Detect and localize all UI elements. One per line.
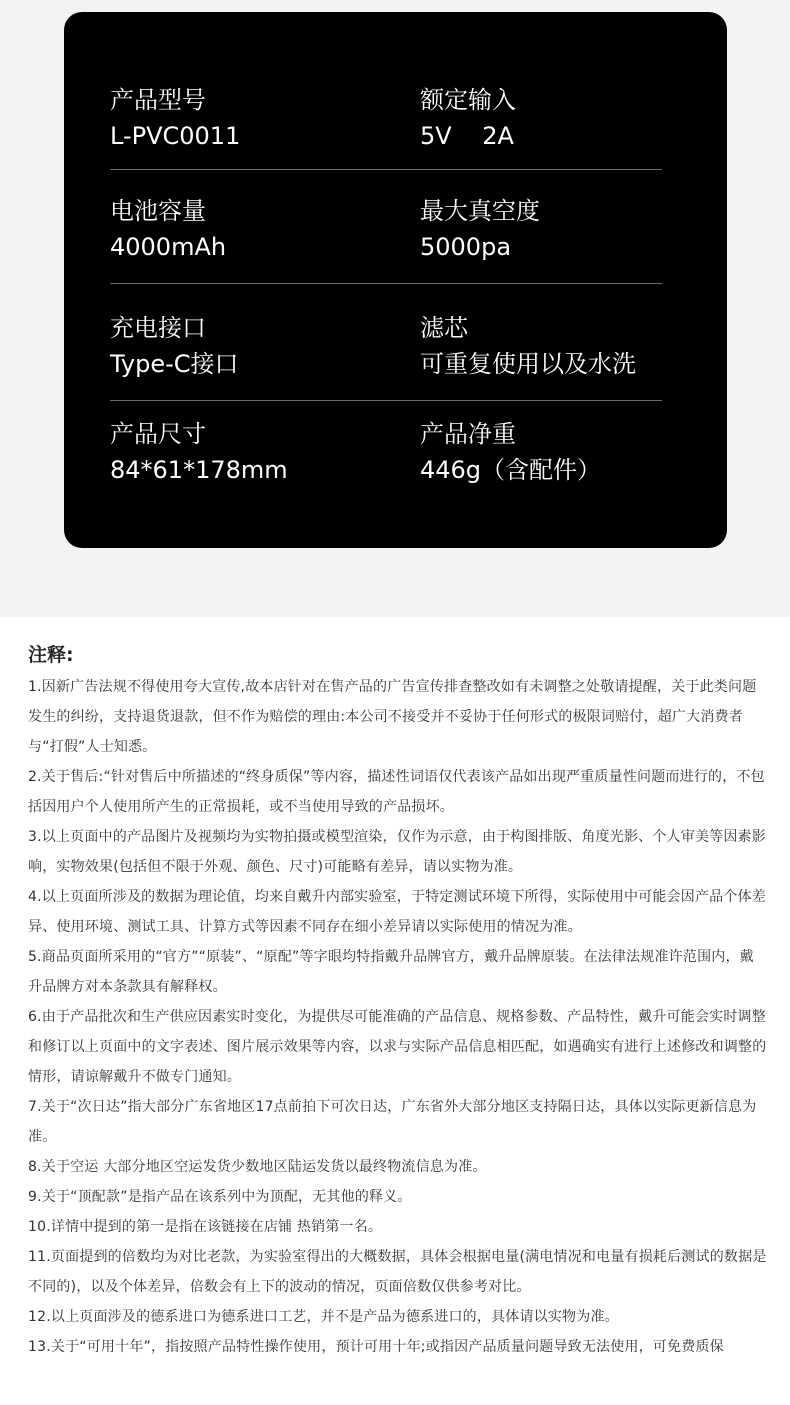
spec-weight [420,416,601,488]
note-item: 9.关于“顶配款”是指产品在该系列中为顶配，无其他的释义。 [28,1189,412,1205]
note-item: 12.以上页面涉及的德系进口为德系进口工艺，并不是产品为德系进口的，具体请以实物为准。 [28,1309,619,1325]
note-item: 7.关于“次日达”指大部分广东省地区17点前拍下可次日达，广东省外大部分地区支持隔日达，具体以实际更新信息为准。 [28,1099,757,1145]
note-item: 10.详情中提到的第一是指在该链接在店铺 热销第一名。 [28,1219,383,1235]
note-item: 6.由于产品批次和生产供应因素实时变化，为提供尽可能准确的产品信息、规格参数、产品特性，戴升可能会实时调整和修订以上页面中的文字表述、图片展示效果等内容，以求与实际产品信息相匹配，如遇确实有进行上述修改和调整的情形，请谅解戴升不做专门通知。 [28,1009,767,1085]
spec-battery [110,193,226,265]
spec-value: 4000mAh [110,233,227,261]
spec-value: 5000pa [420,233,512,261]
spec-value: Type-C接口 [110,350,239,378]
spec-value: 可重复使用以及水洗 [420,350,636,378]
spec-filter [420,310,636,382]
spec-label: 充电接口 [110,314,206,342]
note-item: 4.以上页面所涉及的数据为理论值，均来自戴升内部实验室，于特定测试环境下所得，实际使用中可能会因产品个体差异、使用环境、测试工具、计算方式等因素不同存在细小差异请以实际使用的情况为准。 [28,889,766,935]
spec-value: 84*61*178mm [110,456,288,484]
spec-label: 电池容量 [110,197,206,225]
spec-value: 5V 2A [420,122,514,150]
spec-label: 最大真空度 [420,197,540,225]
note-item: 2.关于售后:“针对售后中所描述的“终身质保”等内容，描述性词语仅代表该产品如出现严重质量性问题而进行的，不包括因用户个人使用所产生的正常损耗，或不当使用导致的产品损坏。 [28,769,765,815]
spec-card [64,12,727,548]
note-item: 11.页面提到的倍数均为对比老款，为实验室得出的大概数据，具体会根据电量(满电情况和电量有损耗后测试的数据是不同的)，以及个体差异，倍数会有上下的波动的情况，页面倍数仅供参考对比。 [28,1249,767,1295]
spec-label: 额定输入 [420,86,516,114]
spec-label: 产品型号 [110,86,206,114]
divider [110,169,662,170]
spec-section [0,0,790,617]
notes-section [28,640,768,1362]
divider [110,400,662,401]
note-item: 13.关于“可用十年”，指按照产品特性操作使用，预计可用十年;或指因产品质量问题导致无法使用，可免费质保 [28,1339,724,1355]
note-item: 1.因新广告法规不得使用夸大宣传,故本店针对在售产品的广告宣传排查整改如有未调整之处敬请提醒，关于此类问题发生的纠纷，支持退货退款，但不作为赔偿的理由:本公司不接受并不妥协于任何形式的极限词赔付，超广大消费者与“打假”人士知悉。 [28,679,757,755]
spec-value: L-PVC0011 [110,122,241,150]
spec-rated-input [420,82,516,154]
note-item: 8.关于空运 大部分地区空运发货少数地区陆运发货以最终物流信息为准。 [28,1159,487,1175]
divider [110,283,662,284]
notes-title: 注释: [28,644,74,666]
spec-label: 产品净重 [420,420,516,448]
spec-value: 446g（含配件） [420,456,602,484]
spec-vacuum [420,193,540,265]
spec-label: 产品尺寸 [110,420,206,448]
spec-charging-port [110,310,239,382]
note-item: 3.以上页面中的产品图片及视频均为实物拍摄或模型渲染，仅作为示意，由于构图排版、角度光影、个人审美等因素影响，实物效果(包括但不限于外观、颜色、尺寸)可能略有差异，请以实物为准。 [28,829,766,875]
note-item: 5.商品页面所采用的“官方”“原装”、“原配”等字眼均特指戴升品牌官方，戴升品牌原装。在法律法规准许范围内，戴升品牌方对本条款具有解释权。 [28,949,754,995]
spec-model [110,82,240,154]
spec-size [110,416,288,488]
spec-label: 滤芯 [420,314,468,342]
